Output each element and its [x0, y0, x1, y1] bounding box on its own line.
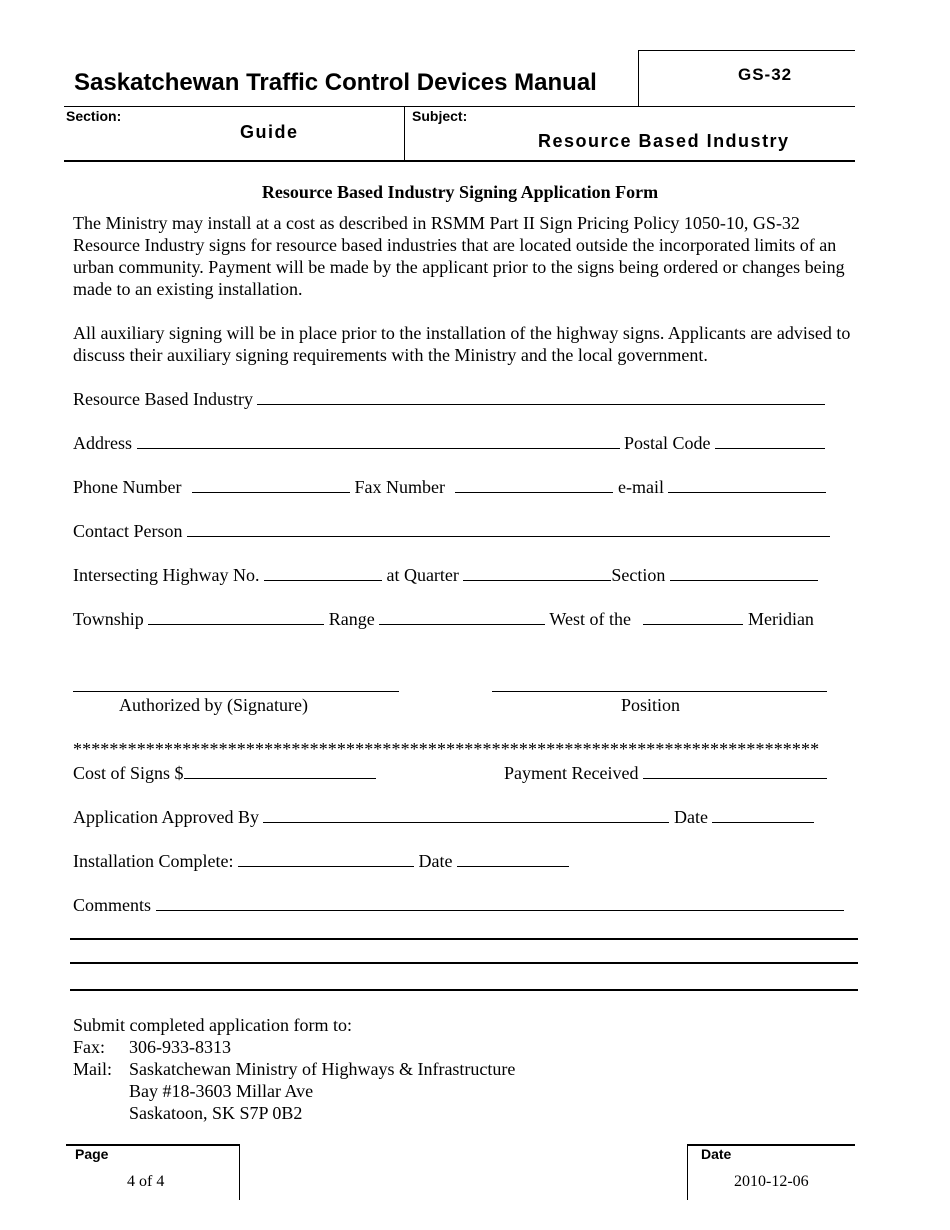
meridian-field[interactable]: [643, 607, 743, 625]
west-of-label: West of the: [549, 609, 631, 629]
phone-label: Phone Number: [73, 477, 182, 497]
header-top-rule: [638, 50, 855, 51]
fax-number: 306-933-8313: [129, 1037, 231, 1057]
fax-label: Fax Number: [354, 477, 445, 497]
highway-label: Intersecting Highway No.: [73, 565, 260, 585]
header-divider-vertical: [638, 51, 639, 107]
section-field-label: Section: [611, 565, 666, 585]
address-label: Address: [73, 433, 132, 453]
contact-person-label: Contact Person: [73, 521, 183, 541]
position-line[interactable]: [492, 691, 827, 692]
approved-date-field[interactable]: [712, 805, 814, 823]
industry-row: [73, 387, 825, 410]
industry-field[interactable]: [257, 387, 825, 405]
range-field[interactable]: [379, 607, 545, 625]
quarter-field[interactable]: [463, 563, 611, 581]
highway-row: [73, 563, 818, 586]
approved-label: Application Approved By: [73, 807, 259, 827]
fax-label: Fax:: [73, 1037, 106, 1057]
payment-row: [504, 761, 827, 784]
approved-row: [73, 805, 814, 828]
cost-row: [73, 761, 376, 784]
submit-heading: Submit completed application form to:: [73, 1015, 352, 1035]
installation-label: Installation Complete:: [73, 851, 234, 871]
page-label: Page: [75, 1146, 109, 1162]
section-field[interactable]: [670, 563, 818, 581]
quarter-label: at Quarter: [386, 565, 459, 585]
installation-row: [73, 849, 569, 872]
mail-address-line-3: Saskatoon, SK S7P 0B2: [129, 1103, 303, 1123]
footer-date-divider: [687, 1144, 688, 1200]
subject-label: Subject:: [412, 108, 468, 124]
intro-paragraph: The Ministry may install at a cost as described in RSMM Part II Sign Pricing Policy 1050-10, GS-32 Resource Industry signs for resource based industries that are located outside the incorporated limits of an urban community. Payment will be made by the applicant prior to the signs being ordered or changes being made to an existing installation.: [73, 213, 845, 299]
comments-line-3[interactable]: [70, 989, 858, 991]
subject-value: Resource Based Industry: [538, 131, 790, 151]
office-use-separator: **********************************************************************************: [73, 739, 820, 759]
manual-title: Saskatchewan Traffic Control Devices Manual: [74, 69, 597, 96]
industry-label: Resource Based Industry: [73, 389, 253, 409]
township-row: [73, 607, 814, 630]
township-field[interactable]: [148, 607, 324, 625]
fax-field[interactable]: [455, 475, 613, 493]
meridian-label: Meridian: [747, 609, 814, 629]
section-subject-divider: [404, 107, 405, 161]
comments-field[interactable]: [156, 893, 844, 911]
mail-label: Mail:: [73, 1059, 112, 1079]
footer-page-divider: [239, 1144, 240, 1200]
address-field[interactable]: [137, 431, 620, 449]
signature-line[interactable]: [73, 691, 399, 692]
mail-address-line-1: Saskatchewan Ministry of Highways & Infrastructure: [129, 1059, 516, 1079]
township-label: Township: [73, 609, 144, 629]
comments-row: [73, 893, 844, 916]
position-label: Position: [621, 695, 681, 715]
approved-date-label: Date: [673, 807, 708, 827]
header-mid-rule: [64, 106, 855, 107]
installation-date-field[interactable]: [457, 849, 569, 867]
comments-line-1[interactable]: [70, 938, 858, 940]
header-bottom-rule: [64, 160, 855, 162]
page-number: 4 of 4: [127, 1173, 165, 1190]
date-label: Date: [701, 1146, 732, 1162]
email-field[interactable]: [668, 475, 826, 493]
comments-line-2[interactable]: [70, 962, 858, 964]
highway-field[interactable]: [264, 563, 382, 581]
approved-field[interactable]: [263, 805, 669, 823]
postal-code-field[interactable]: [715, 431, 825, 449]
email-label: e-mail: [617, 477, 664, 497]
contact-numbers-row: [73, 475, 826, 498]
cost-label: Cost of Signs $: [73, 763, 184, 783]
comments-label: Comments: [73, 895, 152, 915]
payment-field[interactable]: [643, 761, 827, 779]
form-title: Resource Based Industry Signing Application Form: [261, 182, 659, 202]
phone-field[interactable]: [192, 475, 350, 493]
installation-field[interactable]: [238, 849, 414, 867]
section-value: Guide: [240, 122, 299, 142]
revision-date: 2010-12-06: [734, 1173, 809, 1190]
auxiliary-paragraph: All auxiliary signing will be in place prior to the installation of the highway signs. Applicants are advised to discuss their auxiliary signing requirements with the Ministry and the local government.: [73, 323, 851, 365]
cost-field[interactable]: [184, 761, 376, 779]
postal-code-label: Postal Code: [624, 433, 711, 453]
address-row: [73, 431, 825, 454]
payment-label: Payment Received: [504, 763, 639, 783]
range-label: Range: [328, 609, 375, 629]
contact-person-field[interactable]: [187, 519, 830, 537]
contact-person-row: [73, 519, 830, 542]
section-label: Section:: [66, 108, 122, 124]
mail-address-line-2: Bay #18-3603 Millar Ave: [129, 1081, 314, 1101]
installation-date-label: Date: [418, 851, 453, 871]
document-code: GS-32: [738, 65, 793, 84]
authorized-by-label: Authorized by (Signature): [119, 695, 308, 715]
